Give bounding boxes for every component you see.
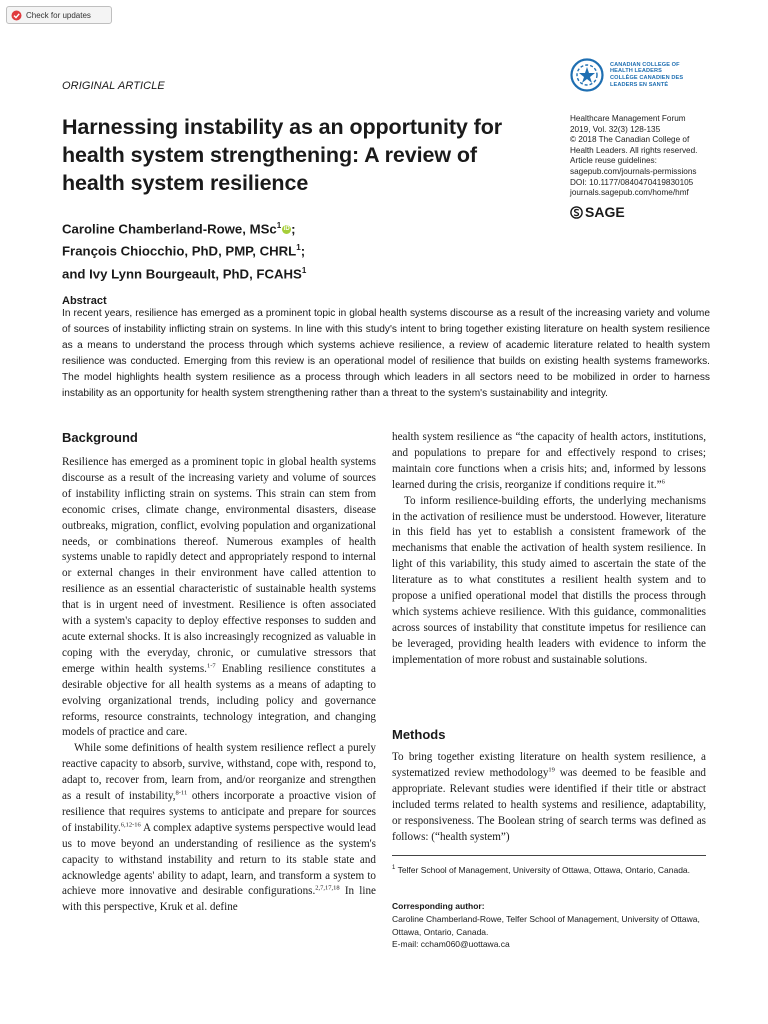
permissions-link[interactable]: sagepub.com/journals-permissions — [570, 166, 697, 176]
abstract-heading: Abstract — [62, 295, 107, 307]
doi-link[interactable]: DOI: 10.1177/0840470419830105 — [570, 177, 694, 187]
methods-body: To bring together existing literature on health system resilience, a systematized review methodology$^{19}$ was deemed to be feasible and appropriate. Relevant studies were identified if their title or abstract included terms related to health systems and resilience, adaptability, or responsiveness. The Boolean string of search terms was defined as follows: (“health system”) — [392, 751, 706, 843]
corresponding-author-details — [392, 913, 712, 951]
citation: 2,7,17,18 — [315, 884, 340, 892]
background-paragraph-1: Resilience has emerged as a prominent topic in global health systems discourse as a result of the increasing variety and volume of sources of instability inflicting strain on systems. This strain can stem from economic crises, climate change, environmental disasters, disease outbreaks, migration, conflict, evolving population and organizational needs, or combinations thereof. Numerous examples of health systems unable to rapidly detect and appropriately respond to internal or external changes in their environment have called attention to resilience as an essential characteristic of sustainable health systems that is in urgent need of investment. Resilience is often associated with a system's capacity to deploy effective responses to sudden and acute external shocks. It is also increasingly recognized as valuable in coping with the everyday, chronic, or cumulative stressors that emerge within health systems.$^{1-7}$ Enabling resilience constitutes a desirable objective for all health systems as a means of adapting to evolving organizational trends, including policy and governance reforms, resource constraints, technology integration, and changing models of practice and care. — [62, 456, 376, 739]
column-2-paragraph-2: To inform resilience-building efforts, the underlying mechanisms in the activation of resilience must be understood. However, literature in this field has yet to establish a consistent framework of the mechanisms that enable the activation of health system resilience. In light of this variability, this study aimed to ascertain the state of the literature as to what constitutes a resilient health system and to propose a unified operational model that distills the process through which systems achieve resilience. With this guidance, commonalities across sources of instability that constitute impetus for resilience can be leveraged, providing health leaders with evidence to inform the implementation of more robust and sustainable solutions. — [392, 494, 706, 666]
copyright-line-1: © 2018 The Canadian College of — [570, 135, 690, 145]
author-1: Caroline Chamberland-Rowe, MSc$^1$ iD ; — [62, 221, 296, 237]
orcid-icon[interactable]: iD — [283, 226, 290, 233]
column-2-body — [392, 430, 706, 669]
affiliation-marker: 1 — [301, 265, 307, 275]
author-list — [62, 216, 542, 283]
copyright-line-2: Health Leaders. All rights reserved. — [570, 145, 698, 155]
background-paragraph-2: While some definitions of health system resilience reflect a purely reactive capacity to absorb, survive, withstand, cope with, respond to, adapt to, recover from, learn from, and/or reorganize and strengthen as a result of instability,$^{8-11}$ others incorporate a proactive vision of resilience that requires systems to anticipate and prepare for sources of instability.$^{6,12-16}$ A complex adaptive systems perspective would lead us to move beyond an understanding of resilience as the system's capacity to withstand instability and return to its stable state and acknowledge agents' ability to adapt, learn, and transform a system to achieve more innovative and desirable configurations.$^{2,7,17,18}$ In line with this perspective, Kruk et al. define — [62, 742, 377, 914]
journal-volume: 2019, Vol. 32(3) 128-135 — [570, 124, 661, 134]
column-2-paragraph-1: health system resilience as “the capacity of health actors, institutions, and populations to prepare for and effectively respond to crises; maintain core functions when a crisis hits; and, informed by lessons learned during the crisis, reorganize if conditions require it.”$^6$ — [392, 431, 706, 491]
abstract-text: In recent years, resilience has emerged as a prominent topic in global health systems discourse as a result of the increasing variety and volume of sources of instability inflicting strain on systems. In line with this study's intent to bring together existing literature on health system resilience as a means to understand the process through which systems achieve resilience, a review of academic literature related to health system resilience was conducted. Emerging from this review is an operational model of resilience that builds on existing health systems frameworks. The model highlights health system resilience as a process through which leaders in all sectors need to be mobilized in order to harness instability as an opportunity for health system strengthening rather than a threat to the system's sustainability and integrity. — [62, 308, 710, 399]
citation: 1-7 — [206, 662, 216, 670]
logo-line-3: COLLÈGE CANADIEN DES — [610, 75, 684, 81]
affiliation-footnote: $^1$ Telfer School of Management, University of Ottawa, Ottawa, Ontario, Canada. — [392, 864, 691, 875]
college-logo — [570, 55, 710, 95]
sage-label: SAGE — [585, 204, 625, 220]
corresponding-author-address: Caroline Chamberland-Rowe, Telfer School of Management, University of Ottawa, Ottawa, Ontario, Canada. — [392, 914, 700, 937]
article-title: Harnessing instability as an opportunity for health system strengthening: A review of health system resilience — [62, 115, 502, 195]
footnote-divider — [392, 855, 706, 856]
reuse-guidelines-label: Article reuse guidelines: — [570, 156, 657, 166]
journal-info — [570, 114, 740, 199]
background-heading: Background — [62, 430, 138, 445]
sage-logo — [570, 204, 625, 220]
methods-heading: Methods — [392, 727, 446, 742]
corresponding-author-heading: Corresponding author: — [392, 901, 485, 911]
background-body — [62, 455, 376, 916]
check-for-updates-badge[interactable] — [6, 6, 112, 24]
citation: 8-11 — [175, 789, 188, 797]
logo-line-2: HEALTH LEADERS — [610, 68, 662, 75]
affiliation-marker: 1 — [276, 221, 282, 230]
citation: 6 — [661, 478, 665, 485]
sage-logo-icon — [570, 206, 583, 219]
logo-line-4: LEADERS EN SANTÉ — [610, 81, 669, 88]
check-for-updates-label: Check for updates — [26, 10, 91, 20]
logo-line-1: CANADIAN COLLEGE OF — [610, 61, 680, 68]
journal-home-link[interactable]: journals.sagepub.com/home/hmf — [570, 188, 689, 198]
affiliation-marker: 1 — [296, 243, 301, 253]
check-for-updates-icon — [11, 10, 22, 21]
college-logo-icon — [570, 58, 604, 92]
article-type: ORIGINAL ARTICLE — [62, 80, 165, 92]
journal-name: Healthcare Management Forum — [570, 114, 686, 123]
citation: 19 — [548, 766, 555, 774]
corresponding-author-email[interactable]: E-mail: ccham060@uottawa.ca — [392, 939, 510, 950]
citation: 6,12-16 — [120, 821, 141, 829]
author-3: and Ivy Lynn Bourgeault, PhD, FCAHS$^1$ — [62, 265, 307, 282]
author-2: François Chiocchio, PhD, PMP, CHRL$^1$; — [62, 243, 306, 259]
